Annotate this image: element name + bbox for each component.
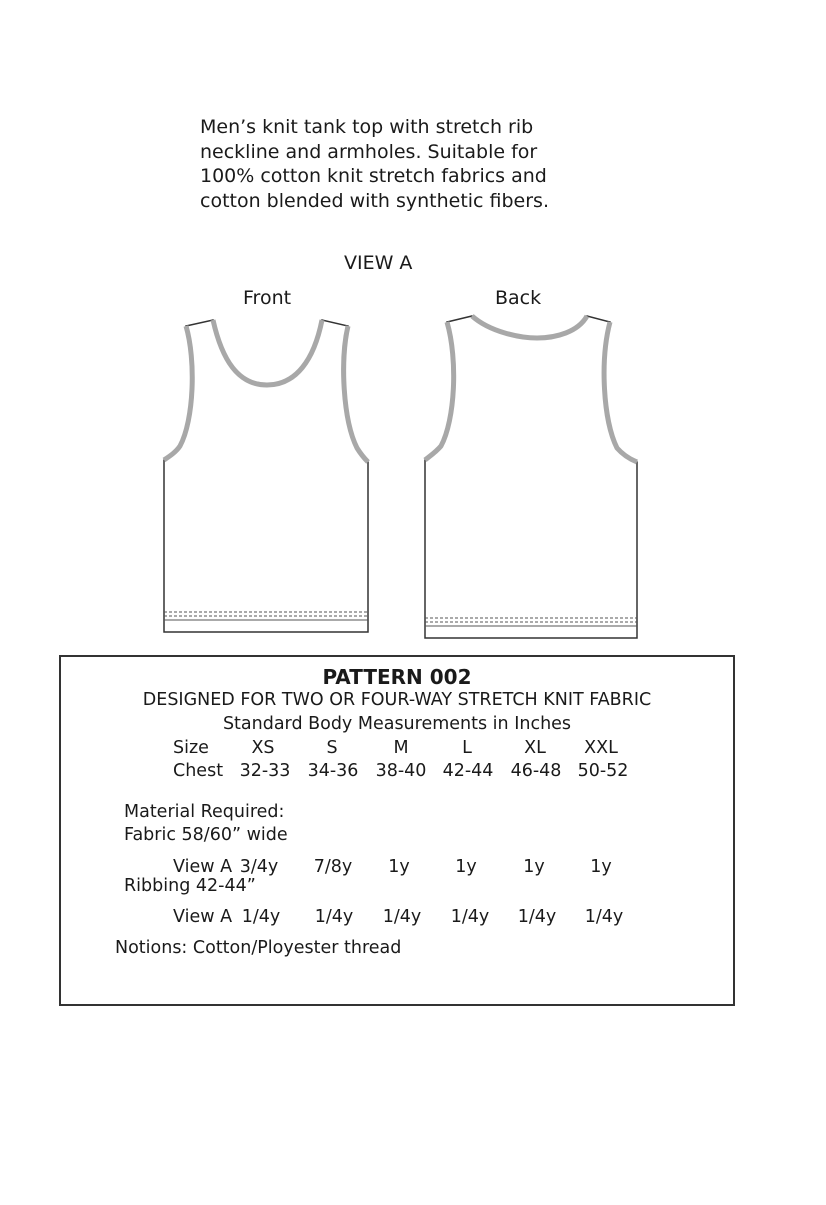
chest-cell: 34-36 [307, 761, 359, 781]
chest-cell: 32-33 [239, 761, 291, 781]
size-cell: XL [524, 738, 546, 758]
ribbing-label: Ribbing 42-44” [124, 876, 256, 896]
size-cell: XS [251, 738, 275, 758]
size-cell: L [462, 738, 472, 758]
chest-cell: 50-52 [577, 761, 629, 781]
ribbing-yardage-cell: 1/4y [450, 907, 490, 927]
size-label: Size [173, 738, 209, 758]
back-tank-illustration [425, 316, 637, 638]
description-line: 100% cotton knit stretch fabrics and [200, 165, 547, 187]
fabric-yardage-cell: 3/4y [239, 857, 279, 877]
description-line: Men’s knit tank top with stretch rib [200, 116, 534, 138]
ribbing-yardage-cell: 1/4y [382, 907, 422, 927]
fabric-yardage-cell: 1y [590, 857, 612, 877]
view-title: VIEW A [344, 252, 413, 274]
chest-cell: 38-40 [375, 761, 427, 781]
fabric-label: Fabric 58/60” wide [124, 825, 288, 845]
fabric-yardage-cell: 1y [523, 857, 545, 877]
chest-cell: 46-48 [510, 761, 562, 781]
back-label: Back [495, 287, 542, 309]
ribbing-yardage-cell: 1/4y [314, 907, 354, 927]
fabric-yardage-cell: 7/8y [313, 857, 353, 877]
notions-text: Notions: Cotton/Ployester thread [115, 938, 402, 958]
chest-cell: 42-44 [442, 761, 494, 781]
fabric-view-label: View A [173, 857, 233, 877]
front-tank-illustration [164, 320, 368, 632]
designed-for-text: DESIGNED FOR TWO OR FOUR-WAY STRETCH KNIT FABRIC [142, 690, 652, 710]
ribbing-yardage-cell: 1/4y [517, 907, 557, 927]
size-cell: M [393, 738, 409, 758]
ribbing-yardage-cell: 1/4y [584, 907, 624, 927]
fabric-yardage-cell: 1y [388, 857, 410, 877]
chest-label: Chest [173, 761, 224, 781]
front-label: Front [243, 287, 292, 309]
measurements-title: Standard Body Measurements in Inches [222, 714, 572, 734]
ribbing-view-label: View A [173, 907, 233, 927]
pattern-info-box [59, 655, 735, 1006]
size-cell: XXL [584, 738, 618, 758]
description-line: cotton blended with synthetic fibers. [200, 189, 549, 212]
pattern-title: PATTERN 002 [322, 665, 472, 689]
size-cell: S [326, 738, 338, 758]
fabric-yardage-cell: 1y [455, 857, 477, 877]
ribbing-yardage-cell: 1/4y [241, 907, 281, 927]
description-line: neckline and armholes. Suitable for [200, 140, 538, 163]
material-required-label: Material Required: [124, 802, 285, 822]
